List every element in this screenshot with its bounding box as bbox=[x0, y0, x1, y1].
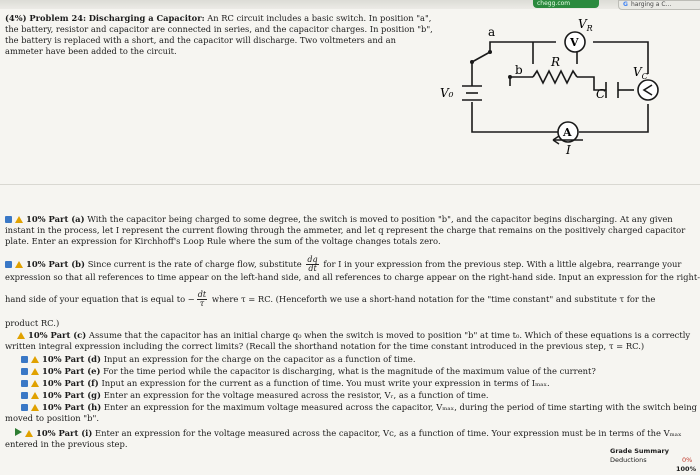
part-expand-icon[interactable] bbox=[21, 404, 28, 411]
part-h-text: Enter an expression for the maximum voltage measured across the capacitor, Vₘₐₓ, during the period of time starting with the switch being moved to position "b". bbox=[5, 402, 698, 423]
voltmeter-vc bbox=[638, 80, 658, 100]
warning-icon bbox=[17, 332, 25, 339]
part-expand-icon[interactable] bbox=[21, 356, 28, 363]
switch-contact-b bbox=[508, 75, 512, 79]
problem-title: Discharging a Capacitor: bbox=[88, 13, 205, 23]
warning-icon bbox=[31, 368, 39, 375]
problem-intro-text: An RC circuit includes a basic switch. In position "a", the battery, resistor and capacitor are connected in series, and the capacitor charges. In position "b", the battery is replaced with a short, and the capacitor will discharge. Two voltmeters and an ammeter have been added to the circuit. bbox=[5, 13, 433, 56]
part-b-line4: product RC.) bbox=[5, 318, 60, 328]
part-d-tag: 10% Part (d) bbox=[42, 354, 102, 364]
part-a-tag: 10% Part (a) bbox=[26, 214, 85, 224]
problem-intro bbox=[5, 13, 433, 57]
part-h-tag: 10% Part (h) bbox=[42, 402, 102, 412]
label-a: a bbox=[488, 25, 496, 39]
label-vr: $V_R$ bbox=[578, 17, 593, 33]
circuit-wire-top bbox=[490, 42, 556, 52]
part-f-text: Input an expression for the current as a function of time. You must write your expression in terms of Iₘₐₓ. bbox=[101, 378, 550, 388]
grade-deductions-label: Deductions bbox=[610, 456, 647, 464]
part-expand-icon[interactable] bbox=[5, 216, 12, 223]
label-r: R bbox=[551, 55, 561, 69]
label-vc: $V_C$ bbox=[633, 65, 648, 81]
part-expand-icon[interactable] bbox=[21, 392, 28, 399]
part-g[interactable] bbox=[21, 390, 489, 401]
part-f-tag: 10% Part (f) bbox=[42, 378, 99, 388]
part-e-tag: 10% Part (e) bbox=[42, 366, 101, 376]
part-d[interactable] bbox=[21, 354, 416, 365]
part-e-text: For the time period while the capacitor is discharging, what is the magnitude of the maximum value of the current? bbox=[103, 366, 596, 376]
part-expand-icon[interactable] bbox=[5, 261, 12, 268]
part-c-tag: 10% Part (c) bbox=[28, 330, 87, 340]
part-i[interactable] bbox=[5, 428, 695, 450]
grade-summary-title: Grade Summary bbox=[610, 447, 669, 455]
rc-circuit-diagram bbox=[428, 4, 668, 154]
part-a-text: With the capacitor being charged to some degree, the switch is moved to position "b", and the capacitor begins discharging. At any given instant in the process, let I represent the current flowing through the ammeter, and let q represent the charge that remains on the positively charged capacitor plate. Enter an expression for Kirchhoff's Loop Rule where the sum of the voltage changes totals zero. bbox=[5, 214, 686, 246]
part-b-text1: Since current is the rate of charge flow, substitute bbox=[87, 259, 302, 269]
part-f[interactable] bbox=[21, 378, 550, 389]
grade-summary bbox=[610, 447, 700, 475]
label-v0: V₀ bbox=[440, 86, 454, 100]
part-b-tag: 10% Part (b) bbox=[26, 259, 86, 269]
warning-icon bbox=[15, 216, 23, 223]
part-g-text: Enter an expression for the voltage measured across the resistor, Vᵣ, as a function of time. bbox=[103, 390, 489, 400]
switch-pivot bbox=[470, 60, 474, 64]
part-i-text: Enter an expression for the voltage measured across the capacitor, Vᴄ, as a function of time. Your expression must be in terms of the Vₘₐₓ entered in the previous step. bbox=[5, 428, 682, 449]
section-divider bbox=[0, 184, 700, 185]
part-i-tag: 10% Part (i) bbox=[36, 428, 93, 438]
part-c[interactable] bbox=[5, 330, 695, 352]
label-b: b bbox=[515, 63, 523, 77]
part-b-text2: for I in your expression from the previous step. With a little algebra, rearrange your bbox=[323, 259, 682, 269]
circuit-wire-battery-bottom bbox=[472, 102, 558, 132]
switch-blade bbox=[472, 52, 490, 62]
label-i: I bbox=[566, 143, 571, 154]
part-b[interactable] bbox=[5, 256, 681, 273]
resistor-zigzag bbox=[533, 71, 577, 83]
ammeter-letter: A bbox=[563, 126, 572, 139]
part-e[interactable] bbox=[21, 366, 596, 377]
part-b-line2: expression so that all references to time appear on the left-hand side, and all references to charge appear on the right-hand side. Input an expression for the right- bbox=[5, 272, 700, 282]
part-expand-icon[interactable] bbox=[21, 368, 28, 375]
google-icon: G bbox=[623, 1, 628, 8]
part-g-tag: 10% Part (g) bbox=[42, 390, 102, 400]
warning-icon bbox=[31, 356, 39, 363]
part-expand-icon[interactable] bbox=[21, 380, 28, 387]
part-d-text: Input an expression for the charge on the capacitor as a function of time. bbox=[103, 354, 416, 364]
warning-icon bbox=[31, 380, 39, 387]
fraction-dt-tau: $\frac{dt}{\tau}$ bbox=[197, 290, 207, 308]
problem-header: (4%) Problem 24: bbox=[5, 13, 87, 23]
play-icon[interactable] bbox=[15, 428, 22, 436]
warning-icon bbox=[31, 392, 39, 399]
warning-icon bbox=[25, 430, 33, 437]
voltmeter-vr-letter: V bbox=[570, 36, 579, 49]
browser-tab-chegg[interactable]: chegg.com bbox=[533, 0, 599, 8]
browser-tab-search-label: harging a C... bbox=[630, 1, 672, 8]
label-c: C bbox=[596, 87, 606, 101]
warning-icon bbox=[31, 404, 39, 411]
part-b-line3: hand side of your equation that is equal to − $\frac{dt}{\tau}$ where τ = RC. (Henceforth we use a short-hand notation for the "time constant" and substitute τ for the bbox=[5, 290, 656, 308]
circuit-wire-bottom-right bbox=[579, 106, 648, 132]
part-h[interactable] bbox=[5, 402, 697, 424]
warning-icon bbox=[15, 261, 23, 268]
fraction-dq-dt: $\frac{dq}{dt}$ bbox=[307, 255, 318, 273]
grade-deductions-value: 0% bbox=[682, 456, 693, 464]
switch-contact-a bbox=[488, 50, 492, 54]
grade-deductions-row bbox=[610, 456, 700, 465]
part-c-text: Assume that the capacitor has an initial charge q₀ when the switch is moved to position "b" at time t₀. Which of these equations is a correctly written integral expression including the correct limits? (Recall the shorthand notation for the time constant introduced in the previous step, τ = RC.) bbox=[5, 330, 691, 351]
grade-potential-value: 100% bbox=[676, 465, 697, 473]
part-a[interactable] bbox=[5, 214, 693, 247]
